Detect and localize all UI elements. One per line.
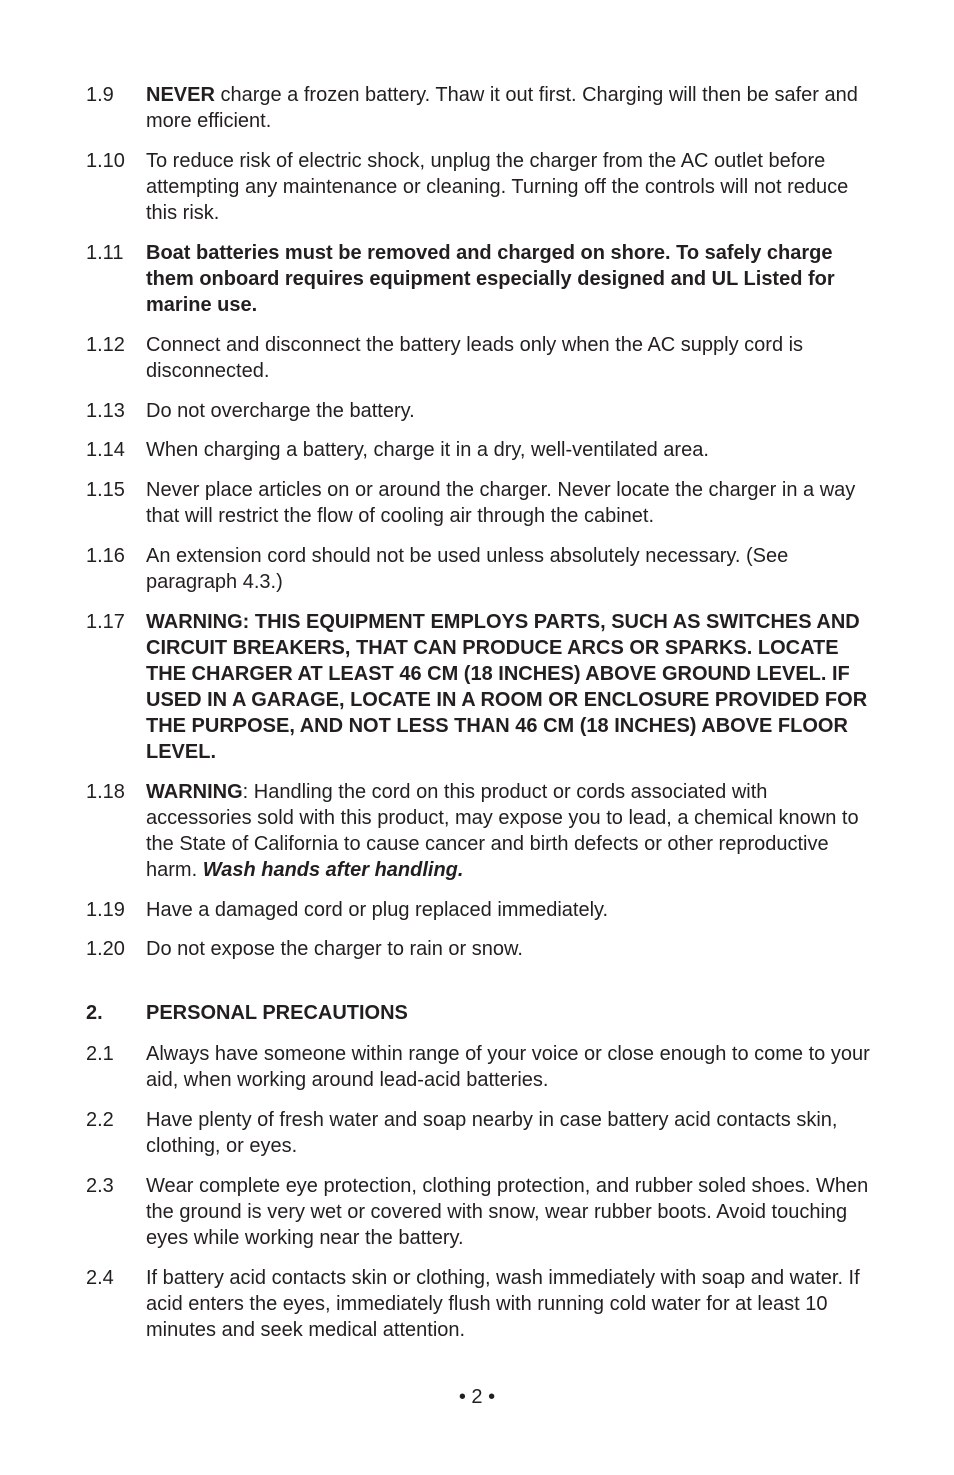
item-text: If battery acid contacts skin or clothing, wash immediately with soap and water. If acid enters the eyes, immediately flush with running cold water for at least 10 minutes and seek medical attention. (146, 1267, 860, 1341)
list-item-1-13 (86, 398, 876, 424)
list-item-1-17 (86, 609, 876, 765)
item-text (146, 779, 876, 883)
item-text: Do not overcharge the battery. (146, 400, 415, 422)
item-number: 1.15 (86, 479, 125, 501)
item-number: 1.16 (86, 545, 125, 567)
section-heading-personal-precautions (86, 1000, 876, 1026)
item-number: 1.14 (86, 439, 125, 461)
item-text: Connect and disconnect the battery leads only when the AC supply cord is disconnected. (146, 334, 804, 382)
item-text (146, 82, 876, 134)
item-text: Boat batteries must be removed and charged on shore. To safely charge them onboard requires equipment especially designed and UL Listed for marine use. (146, 242, 835, 316)
item-text: Never place articles on or around the charger. Never locate the charger in a way that will restrict the flow of cooling air through the cabinet. (146, 479, 856, 527)
item-number: 2.2 (86, 1109, 114, 1131)
emphasis-warning: WARNING (146, 781, 243, 803)
list-item-1-19 (86, 897, 876, 923)
item-number: 2.1 (86, 1043, 114, 1065)
item-text: Always have someone within range of your voice or close enough to come to your aid, when working around lead-acid batteries. (146, 1043, 870, 1091)
list-item-1-10 (86, 148, 876, 226)
emphasis-wash-hands: Wash hands after handling. (202, 859, 464, 881)
section-number: 2. (86, 1002, 103, 1024)
list-item-1-14 (86, 437, 876, 463)
item-number: 2.3 (86, 1175, 114, 1197)
list-item-2-2 (86, 1107, 876, 1159)
warning-text: WARNING: THIS EQUIPMENT EMPLOYS PARTS, SUCH AS SWITCHES AND CIRCUIT BREAKERS, THAT CAN PRODUCE ARCS OR SPARKS. LOCATE THE CHARGER AT LEAST 46 CM (18 INCHES) ABOVE GROUND LEVEL. IF USED IN A GARAGE, LOCATE IN A ROOM OR ENCLOSURE PROVIDED FOR THE PURPOSE, AND NOT LESS THAN 46 CM (18 INCHES) ABOVE FLOOR LEVEL. (146, 611, 868, 763)
list-item-1-18 (86, 779, 876, 883)
list-item-1-20 (86, 936, 876, 962)
list-item-1-15 (86, 477, 876, 529)
item-number: 1.19 (86, 899, 125, 921)
list-item-1-11 (86, 240, 876, 318)
list-item-1-12 (86, 332, 876, 384)
item-number: 1.10 (86, 150, 125, 172)
item-body: : Handling the cord on this product or cords associated with accessories sold with this product, may expose you to lead, a chemical known to the State of California to cause cancer and birth defects or other reproductive harm. (146, 781, 859, 881)
item-text: Have a damaged cord or plug replaced immediately. (146, 899, 609, 921)
item-number: 1.13 (86, 400, 125, 422)
item-text: Have plenty of fresh water and soap nearby in case battery acid contacts skin, clothing, or eyes. (146, 1109, 838, 1157)
item-text: When charging a battery, charge it in a dry, well-ventilated area. (146, 439, 709, 461)
item-number: 1.17 (86, 611, 125, 633)
item-number: 1.12 (86, 334, 125, 356)
item-text: Do not expose the charger to rain or snow. (146, 938, 523, 960)
item-text: To reduce risk of electric shock, unplug the charger from the AC outlet before attempting any maintenance or cleaning. Turning off the controls will not reduce this risk. (146, 150, 849, 224)
list-item-2-3 (86, 1173, 876, 1251)
item-number: 1.9 (86, 84, 114, 106)
item-text: An extension cord should not be used unless absolutely necessary. (See paragraph 4.3.) (146, 545, 789, 593)
item-number: 1.11 (86, 242, 124, 264)
item-number: 1.20 (86, 938, 125, 960)
item-text: Wear complete eye protection, clothing protection, and rubber soled shoes. When the ground is very wet or covered with snow, wear rubber boots. Avoid touching eyes while working near the battery. (146, 1175, 869, 1249)
emphasis-never: NEVER (146, 84, 215, 106)
item-number: 2.4 (86, 1267, 114, 1289)
item-number: 1.18 (86, 781, 125, 803)
list-item-1-16 (86, 543, 876, 595)
list-item-1-9 (86, 82, 876, 134)
list-item-2-1 (86, 1041, 876, 1093)
list-item-2-4 (86, 1265, 876, 1343)
item-body: charge a frozen battery. Thaw it out first. Charging will then be safer and more efficient. (146, 84, 858, 132)
page-number: • 2 • (458, 1386, 496, 1408)
section-title: PERSONAL PRECAUTIONS (146, 1002, 408, 1024)
